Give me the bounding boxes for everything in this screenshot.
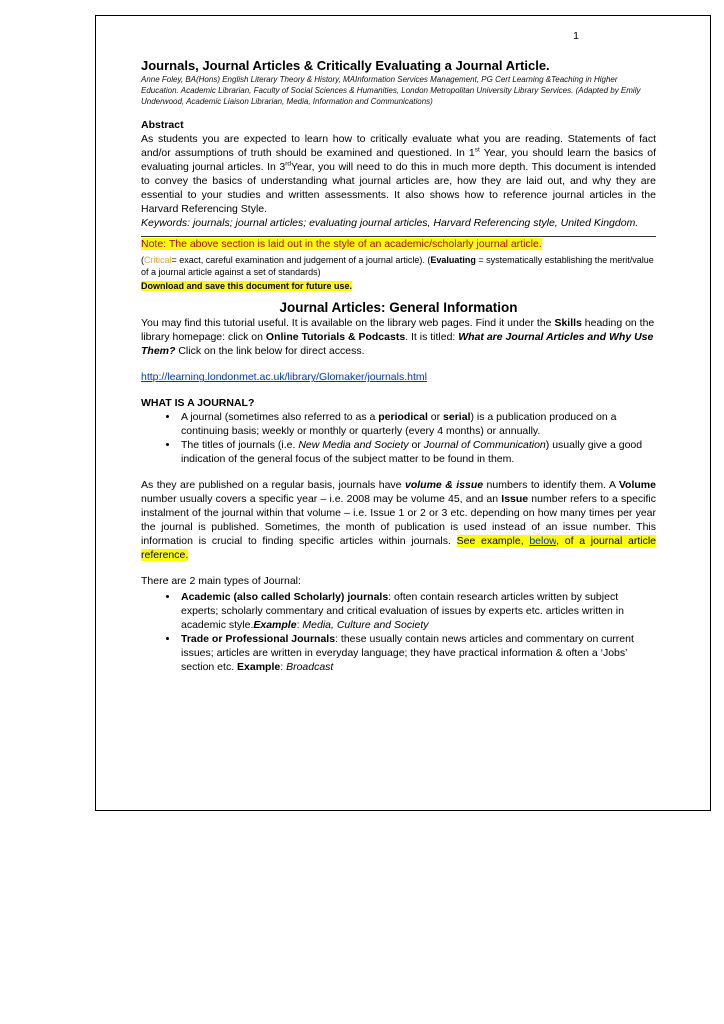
text-run: number refers to a specific instalment of the journal within that volume – i.e. Issue 1 or 2 or 3 etc. depending on how many times per year the journal is published. Sometimes, the month of publication is used instead of an issue number. This information is crucial to finding specific articles within journals. — [141, 493, 656, 547]
document-title: Journals, Journal Articles & Critically Evaluating a Journal Article. — [141, 58, 550, 73]
journal-definition-list — [141, 411, 656, 467]
tutorial-link-line — [141, 371, 656, 383]
text-run: Broadcast — [286, 660, 334, 673]
text-run: Critical — [144, 255, 172, 266]
text-run: Skills — [554, 317, 582, 330]
text-run: rd — [285, 160, 291, 168]
what-is-journal-heading: WHAT IS A JOURNAL? — [141, 397, 255, 410]
text-run: Trade or Professional Journals — [181, 632, 336, 645]
text-run: number usually covers a specific year – i.e. 2008 may be volume 45, and an — [141, 493, 502, 506]
text-run: periodical — [378, 411, 428, 424]
text-run: Media, Culture and Society — [302, 618, 429, 631]
text-run: serial — [443, 411, 471, 424]
text-run: heading on the library homepage: click on — [141, 317, 655, 344]
text-run: ) usually give a good indication of the general focus of the subject matter to be found in them. — [181, 439, 643, 466]
text-run: The titles of journals (i.e. — [181, 439, 299, 452]
text-run: You may find this tutorial useful. It is available on the library web pages. Find it under the — [141, 317, 555, 330]
text-run: , of a journal article reference. — [141, 534, 656, 561]
tutorial-hyperlink[interactable]: http://learning.londonmet.ac.uk/library/Glomaker/journals.html — [141, 371, 427, 384]
document-page — [95, 15, 711, 811]
text-run: As they are published on a regular basis, journals have — [141, 479, 405, 492]
text-run: New Media and Society — [298, 439, 409, 452]
list-item — [179, 591, 656, 633]
list-item — [179, 633, 656, 675]
text-run: numbers to identify them. A — [483, 479, 619, 492]
list-item — [179, 439, 656, 467]
text-run: Note: The above section is laid out in the style of an academic/scholarly journal article. — [141, 238, 542, 251]
text-run: . It is titled: — [405, 331, 459, 344]
text-run: What are Journal Articles and Why Use Them? — [141, 331, 654, 358]
text-run: As students you are expected to learn how to critically evaluate what you are reading. Statements of fact and/or assumptions of truth should be examined and questioned. In 1 — [141, 133, 656, 160]
text-run: Journal of Communication — [423, 439, 546, 452]
text-run: Volume — [618, 479, 656, 492]
text-run: ) is a publication produced on a continuing basis; weekly or monthly or quarterly (every 4 months) or annually. — [181, 411, 617, 438]
inline-link[interactable]: below — [529, 534, 557, 547]
tutorial-paragraph — [141, 317, 656, 359]
text-run: or — [408, 439, 424, 452]
author-line: Anne Foley, BA(Hons) English Literary Theory & History, MAInformation Services Management, PG Cert Learning &Teaching in Higher Education. Academic Librarian, Faculty of Social Sciences & Humanities, London Metropolitan University Library Services. (Adapted by Emily Underwood, Academic Liaison Librarian, Media, Information and Communications) — [141, 75, 641, 106]
abstract-heading: Abstract — [141, 119, 184, 132]
text-run: = systematically establishing the merit/value of a journal article against a set of standards) — [141, 255, 654, 278]
text-run: : often contain research articles written by subject experts; scholarly commentary and critical evaluation of issues by experts etc. articles written in academic style. — [181, 590, 624, 631]
page-number: 1 — [573, 30, 579, 42]
journal-types-intro: There are 2 main types of Journal: — [141, 574, 301, 587]
note-highlight-line — [141, 238, 656, 252]
text-run: : these usually contain news articles and commentary on current issues; articles are written in everyday language; they have practical information & often a ‘Jobs’ section etc. — [181, 632, 634, 673]
text-run: Online Tutorials & Podcasts — [265, 331, 406, 344]
keywords-line — [141, 217, 656, 231]
text-run: journals; journal articles; evaluating journal articles, Harvard Referencing style, United Kingdom. — [192, 217, 639, 230]
list-item — [179, 411, 656, 439]
text-run: Example — [237, 660, 281, 673]
definitions-line — [141, 254, 656, 278]
journal-types-list — [141, 591, 656, 675]
download-note — [141, 280, 656, 292]
text-run: Evaluating — [430, 255, 476, 266]
text-run: st — [474, 146, 480, 154]
text-run: Keywords: — [141, 217, 193, 230]
text-run: volume & issue — [404, 479, 484, 492]
text-run: : — [296, 618, 303, 631]
text-run: Academic (also called Scholarly) journals — [181, 590, 389, 603]
text-run: Issue — [501, 493, 529, 506]
text-run: Year, you should learn the basics of evaluating journal articles. In 3 — [141, 147, 656, 174]
text-run: Example — [253, 618, 297, 631]
general-info-heading: Journal Articles: General Information — [279, 300, 518, 316]
text-run: A journal (sometimes also referred to as a — [181, 411, 379, 424]
document-content — [96, 16, 710, 675]
section-divider — [141, 236, 656, 237]
text-run: Download and save this document for future use. — [141, 281, 353, 292]
abstract-paragraph — [141, 133, 656, 217]
text-run: See example, — [456, 534, 530, 547]
volume-issue-paragraph — [141, 479, 656, 563]
text-run: = exact, careful examination and judgement of a journal article). ( — [171, 255, 431, 266]
text-run: Click on the link below for direct access. — [175, 345, 365, 358]
text-run: or — [427, 411, 444, 424]
text-run: : — [280, 660, 287, 673]
text-run: ( — [141, 255, 144, 266]
text-run: Year, you will need to do this in much more depth. This document is intended to convey the basics of understanding what journal articles are, how they are laid out, and why they are essential to your studies and written assessments. It also shows how to reference journal articles in the Harvard Referencing Style. — [141, 161, 656, 216]
